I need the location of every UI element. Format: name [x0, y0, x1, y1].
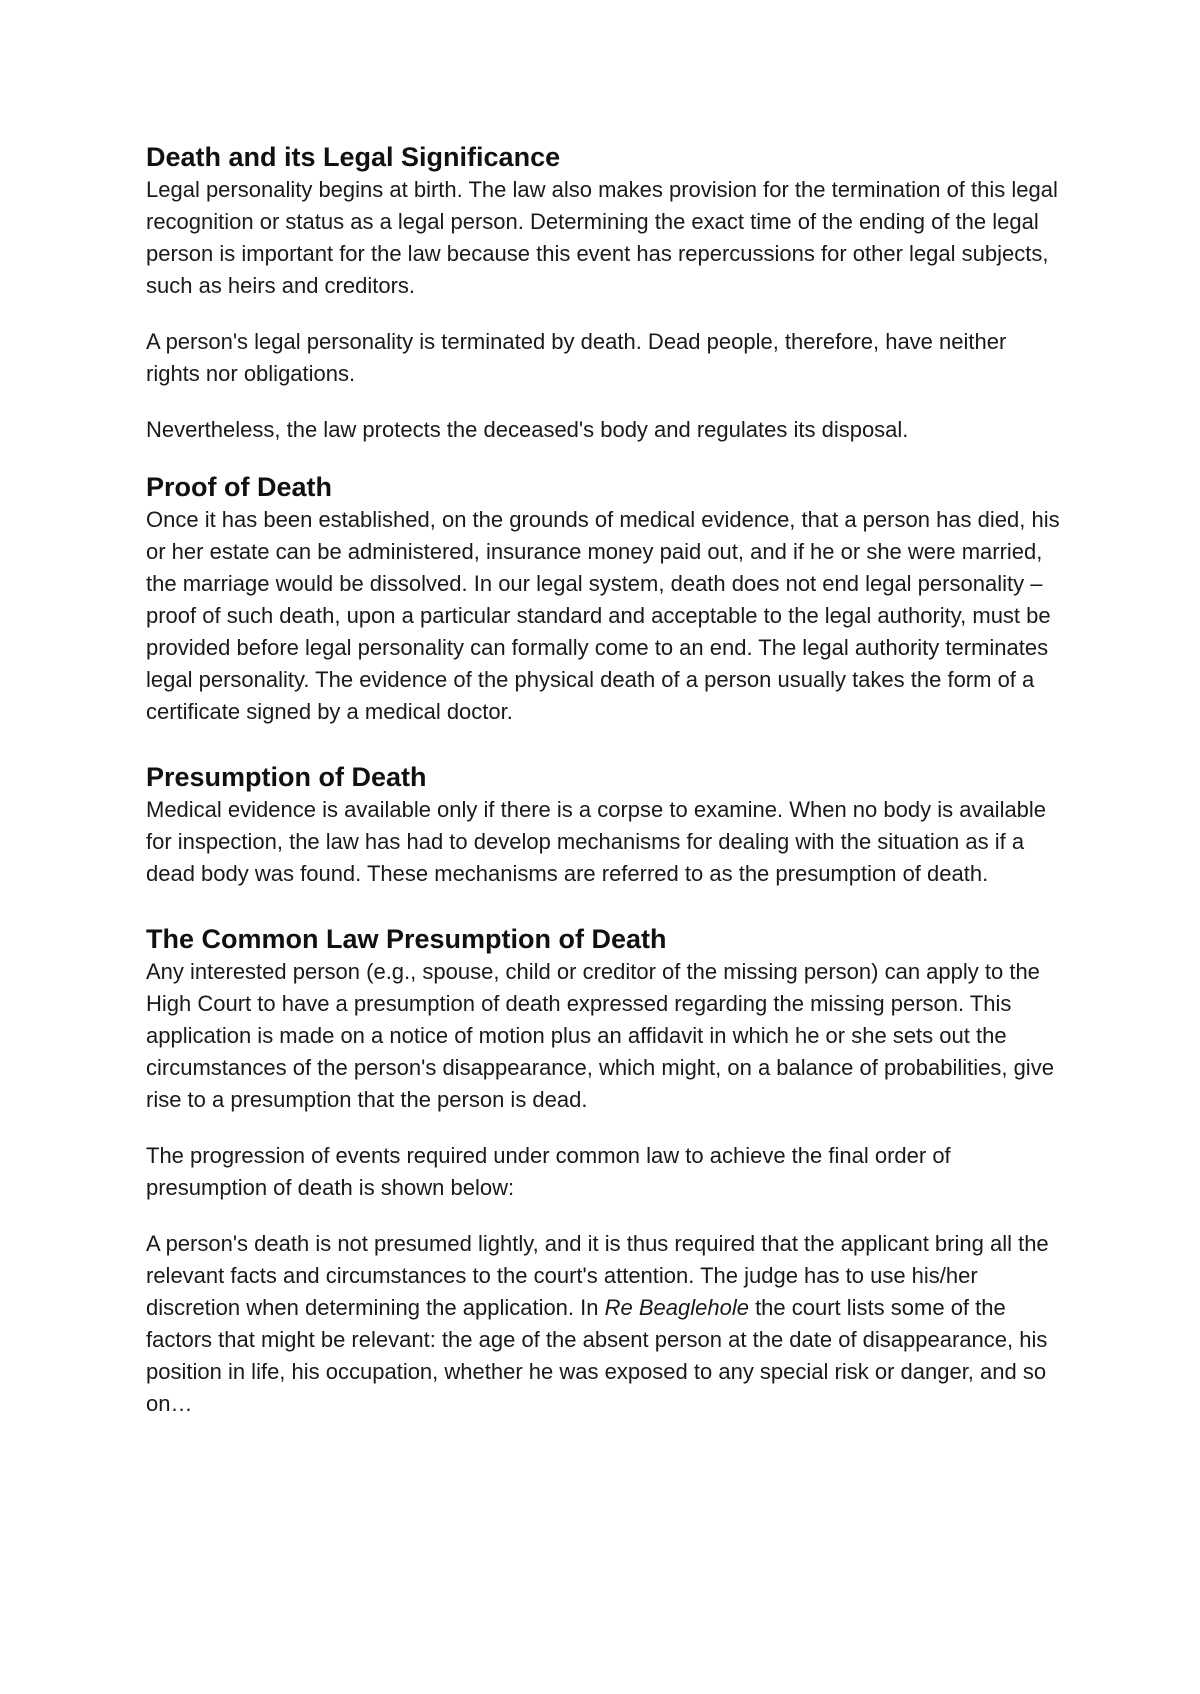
paragraph-text-before: A person's death is not presumed lightly, and it is thus required that the applicant bring all the relevant facts and circumstances to the court's attention. The judge has to use his/her discretion when determining the application. In — [146, 1231, 1049, 1320]
section-death-legal-significance — [146, 140, 1066, 446]
section-heading: Proof of Death — [146, 472, 332, 502]
paragraph-re-beaglehole — [146, 1228, 1066, 1420]
paragraph-text-after: the court lists some of the factors that might be relevant: the age of the absent person at the date of disappearance, his position in life, his occupation, whether he was exposed to any special risk or danger, and so on… — [146, 1295, 1048, 1416]
paragraph: Legal personality begins at birth. The law also makes provision for the termination of this legal recognition or status as a legal person. Determining the exact time of the ending of the legal person is important for the law because this event has repercussions for other legal subjects, such as heirs and creditors. — [146, 177, 1058, 298]
section-heading: Presumption of Death — [146, 762, 427, 792]
paragraph: Medical evidence is available only if there is a corpse to examine. When no body is available for inspection, the law has had to develop mechanisms for dealing with the situation as if a dead body was found. These mechanisms are referred to as the presumption of death. — [146, 797, 1047, 886]
section-heading: Death and its Legal Significance — [146, 142, 561, 172]
paragraph: Once it has been established, on the grounds of medical evidence, that a person has died, his or her estate can be administered, insurance money paid out, and if he or she were married, the marriage would be dissolved. In our legal system, death does not end legal personality – proof of such death, upon a particular standard and acceptable to the legal authority, must be provided before legal personality can formally come to an end. The legal authority terminates legal personality. The evidence of the physical death of a person usually takes the form of a certificate signed by a medical doctor. — [146, 507, 1060, 724]
case-name: Re Beaglehole — [604, 1295, 749, 1320]
paragraph: Any interested person (e.g., spouse, child or creditor of the missing person) can apply to the High Court to have a presumption of death expressed regarding the missing person. This application is made on a notice of motion plus an affidavit in which he or she sets out the circumstances of the person's disappearance, which might, on a balance of probabilities, give rise to a presumption that the person is dead. — [146, 959, 1054, 1112]
paragraph: A person's legal personality is terminated by death. Dead people, therefore, have neither rights nor obligations. — [146, 329, 1007, 386]
section-common-law-presumption — [146, 922, 1066, 1420]
section-presumption-of-death — [146, 760, 1066, 890]
paragraph: The progression of events required under common law to achieve the final order of presumption of death is shown below: — [146, 1143, 951, 1200]
section-proof-of-death — [146, 470, 1066, 728]
document-page — [146, 140, 1066, 1420]
paragraph: Nevertheless, the law protects the deceased's body and regulates its disposal. — [146, 417, 909, 442]
section-heading: The Common Law Presumption of Death — [146, 924, 667, 954]
